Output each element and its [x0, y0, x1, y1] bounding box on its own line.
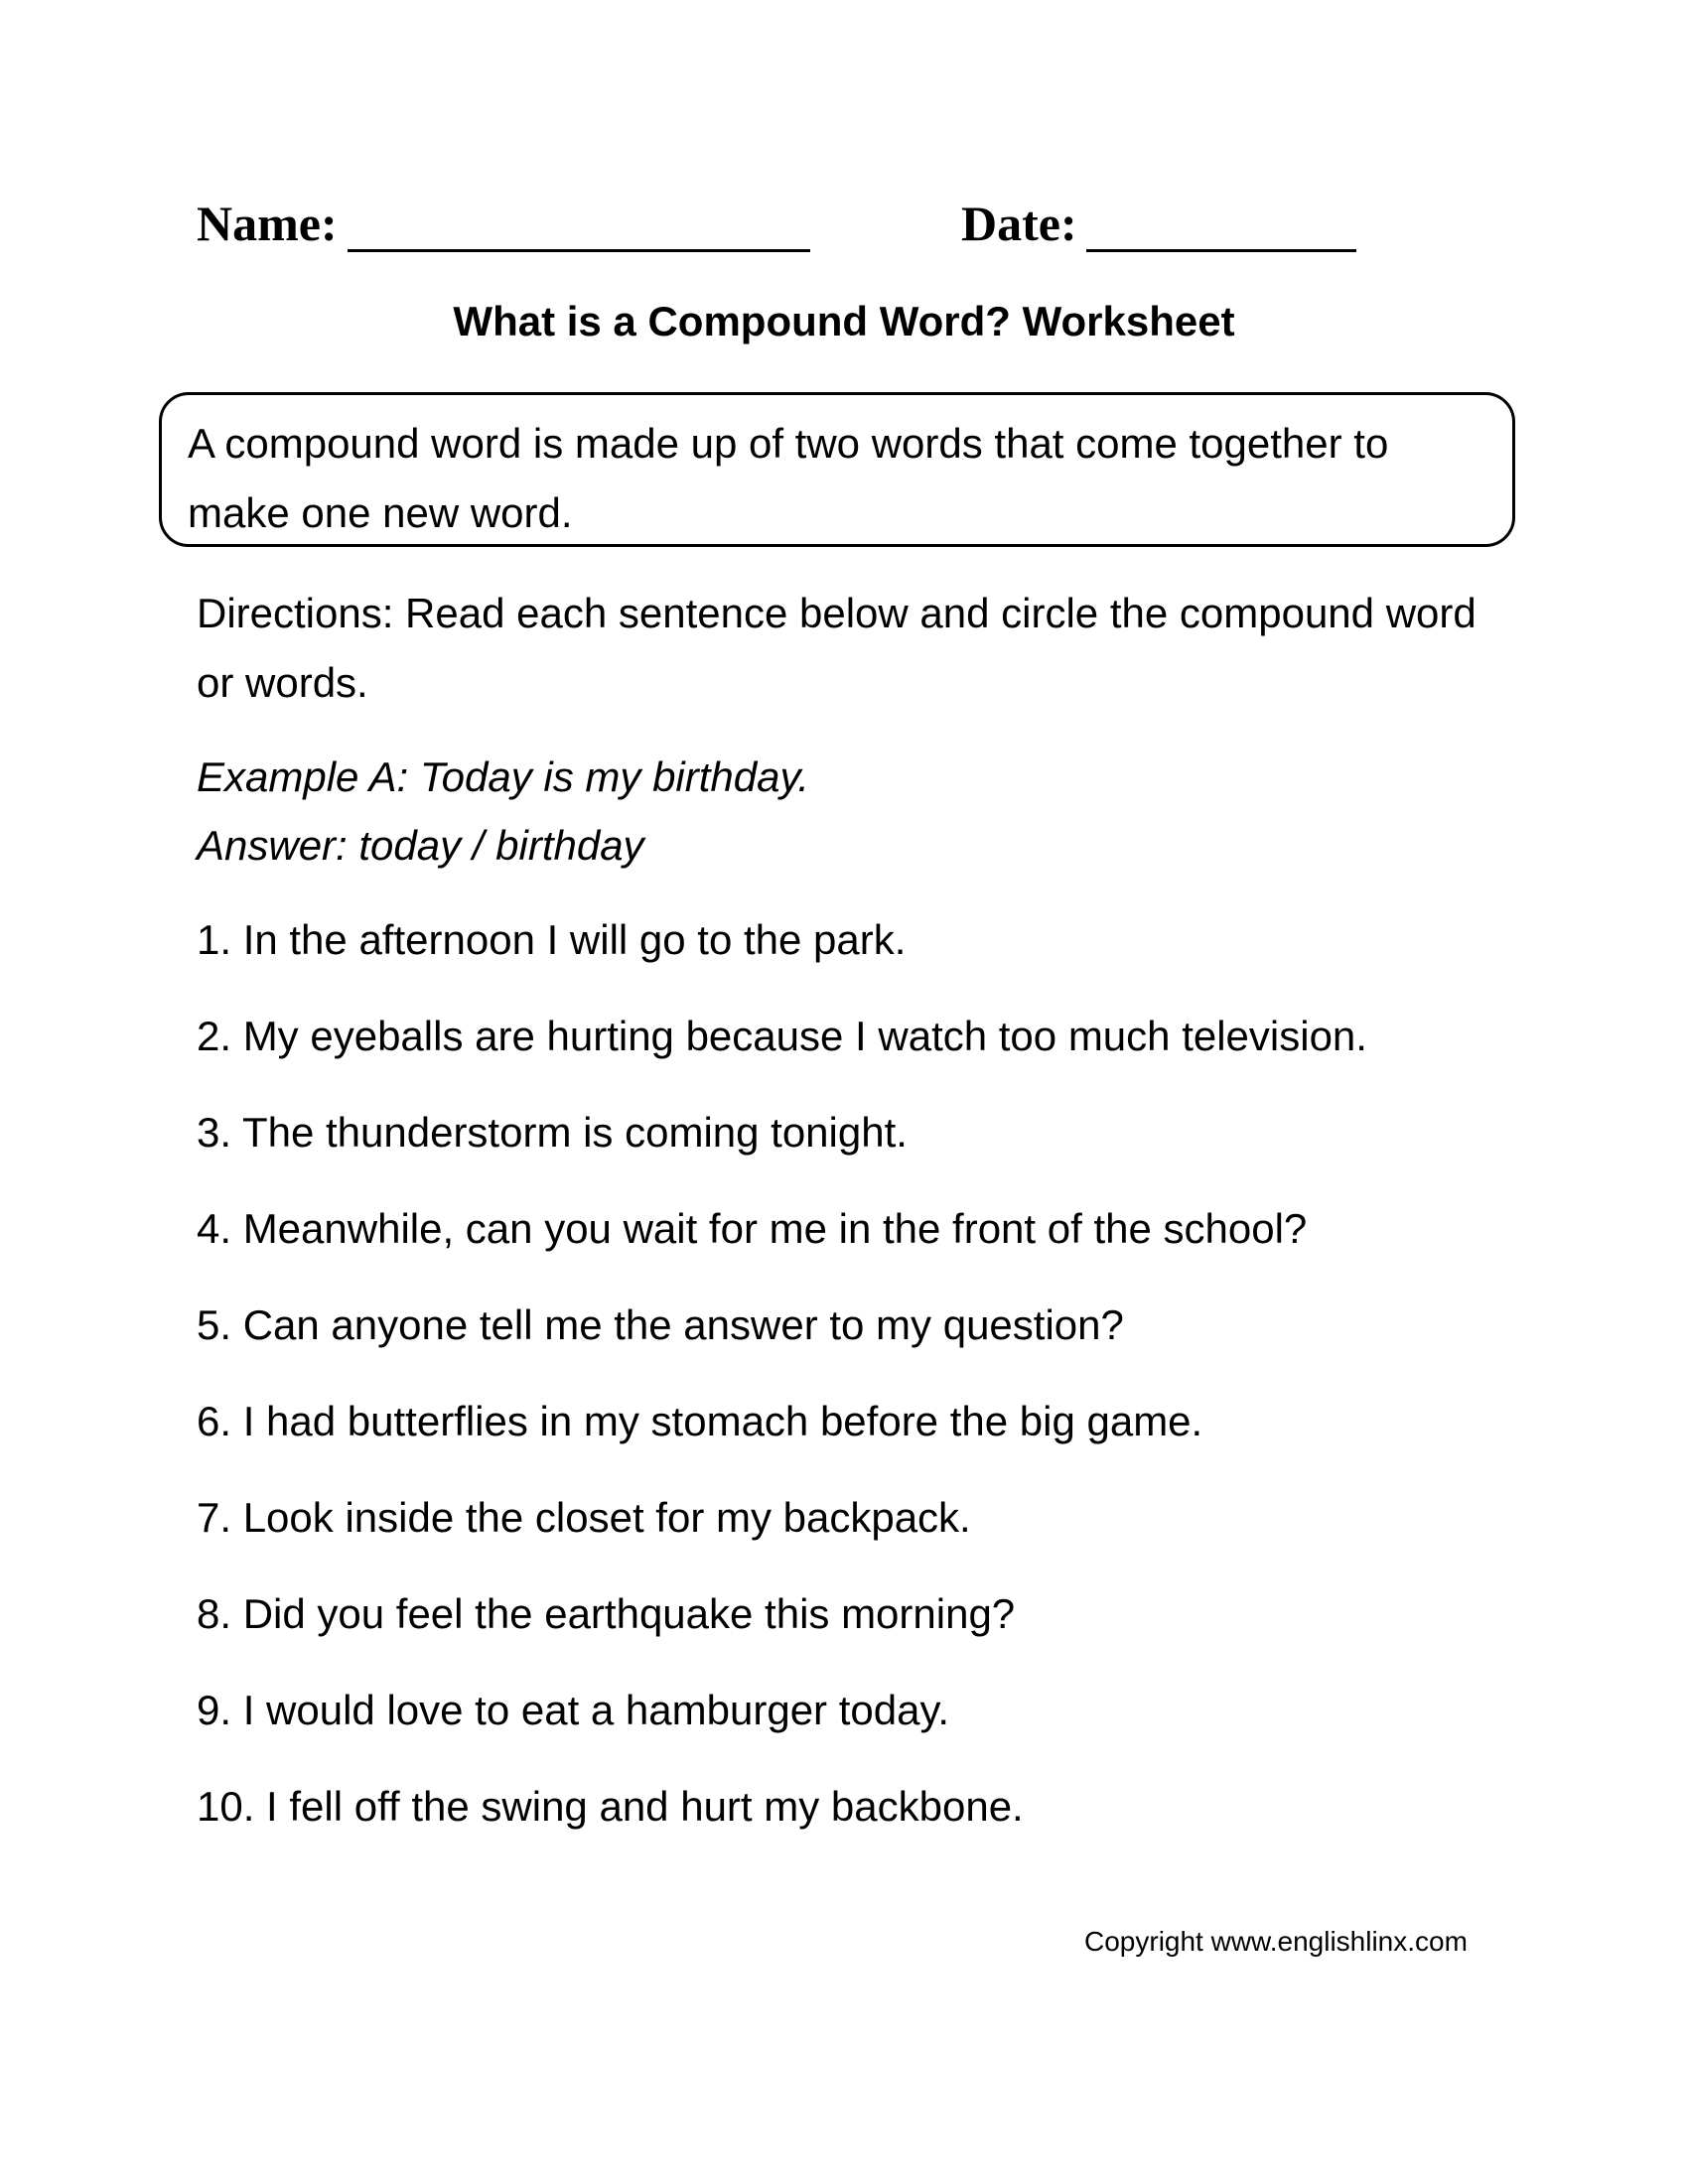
name-label: Name:	[197, 196, 338, 251]
question-item: 1. In the afternoon I will go to the park.	[197, 916, 907, 963]
question-item: 2. My eyeballs are hurting because I watch too much television.	[197, 1013, 1367, 1059]
question-item: 7. Look inside the closet for my backpack.	[197, 1494, 971, 1541]
question-item: 6. I had butterflies in my stomach before the big game.	[197, 1398, 1203, 1444]
example-sentence: Example A: Today is my birthday.	[197, 753, 810, 800]
question-item: 5. Can anyone tell me the answer to my question?	[197, 1301, 1124, 1348]
copyright-notice: Copyright www.englishlinx.com	[1084, 1926, 1468, 1957]
question-item: 10. I fell off the swing and hurt my backbone.	[197, 1783, 1024, 1830]
example-block	[197, 743, 1487, 880]
question-item: 4. Meanwhile, can you wait for me in the front of the school?	[197, 1205, 1308, 1252]
question-list	[197, 905, 1527, 1868]
directions-text: Directions: Read each sentence below and circle the compound word or words.	[197, 590, 1477, 706]
question-item: 9. I would love to eat a hamburger today.	[197, 1687, 950, 1733]
date-field-line[interactable]	[1086, 249, 1356, 252]
question-item: 3. The thunderstorm is coming tonight.	[197, 1109, 908, 1156]
example-answer: Answer: today / birthday	[197, 822, 644, 869]
worksheet-title: What is a Compound Word? Worksheet	[453, 298, 1235, 344]
date-label: Date:	[961, 196, 1077, 251]
name-date-header	[197, 195, 1388, 264]
name-field-line[interactable]	[348, 249, 810, 252]
definition-text: A compound word is made up of two words that come together to make one new word.	[188, 420, 1389, 536]
definition-box	[159, 392, 1515, 547]
question-item: 8. Did you feel the earthquake this morning?	[197, 1590, 1016, 1637]
